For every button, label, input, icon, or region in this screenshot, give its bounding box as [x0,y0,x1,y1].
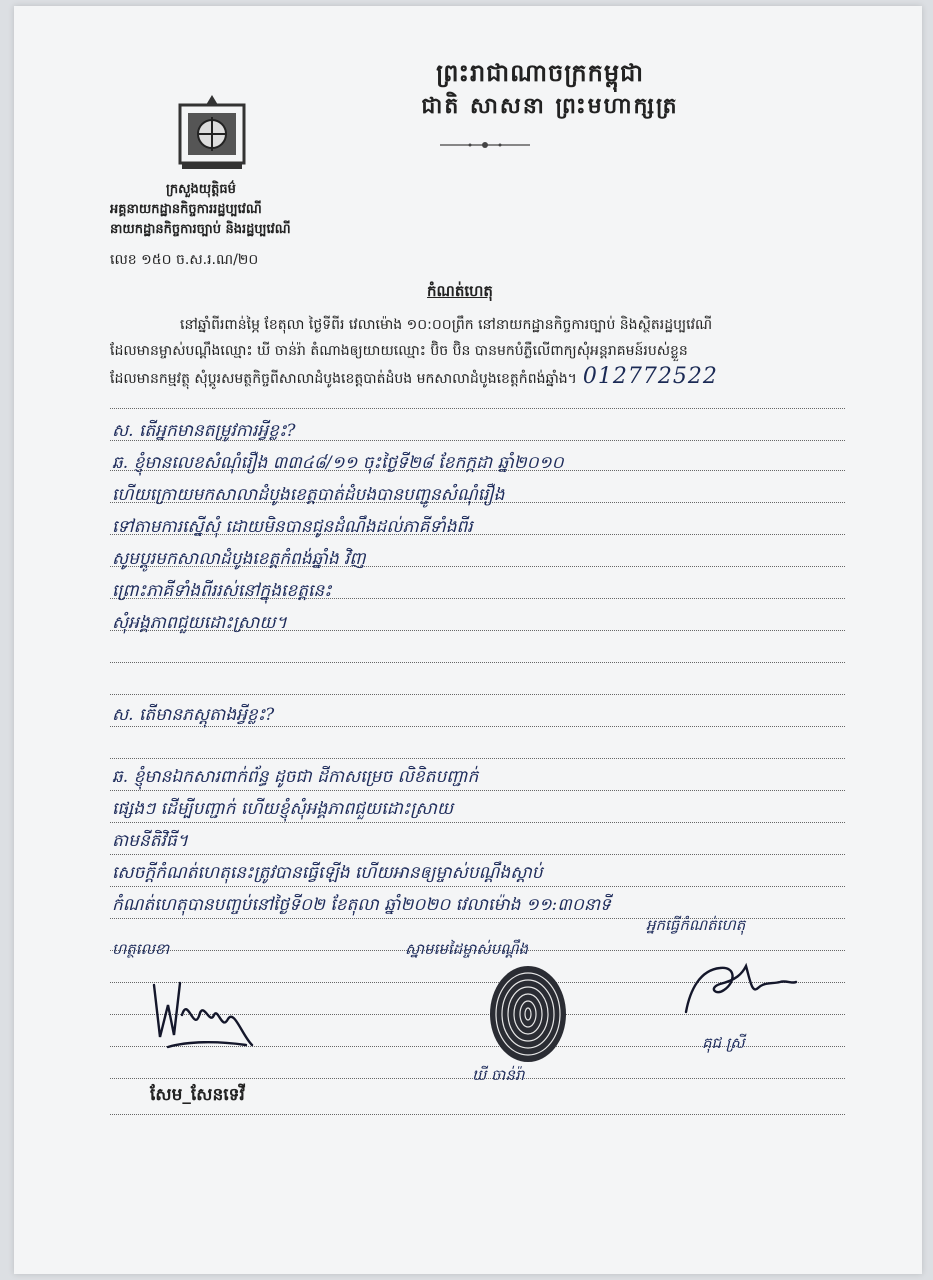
handwritten-answer-2-line-3: តាមនីតិវិធី។ [112,831,188,851]
handwritten-closing-line-1: សេចក្តីកំណត់ហេតុនេះត្រូវបានធ្វើឡើង ហើយអានឲ្យម្ចាស់បណ្តឹងស្តាប់ [112,863,543,883]
intro-paragraph [110,312,870,392]
ministry-block [110,180,410,240]
ministry-name: ក្រសួងយុត្តិធម៌ [166,182,236,197]
intro-line-1: នៅឆ្នាំពីរពាន់ម្ភៃ ខែតុលា ថ្ងៃទីពីរ វេលាម៉ោង ១០:០០ព្រឹក នៅនាយកដ្ឋានកិច្ចការច្បាប់ និងស្ថិតរដ្ឋប្បវេណី [180,317,713,333]
kingdom-title: ព្រះរាជាណាចក្រកម្ពុជា [436,59,644,87]
thumbprint-name: ឃី ចាន់រ៉ា [472,1066,525,1084]
ruled-line [110,854,845,855]
ruled-line [110,408,845,409]
document-heading: កំណត់ហេតុ [427,282,493,300]
handwritten-answer-1-line-1: ឆ. ខ្ញុំមានលេខសំណុំរឿង ៣៣៤៨/១១ ចុះថ្ងៃទី២៨ ខែកក្កដា ឆ្នាំ២០១០ [112,453,564,473]
ruled-line [110,694,845,695]
ruled-line [110,662,845,663]
intro-line-3 [110,364,870,392]
handwritten-answer-2-line-2: ផ្សេងៗ ដើម្បីបញ្ជាក់ ហើយខ្ញុំសុំអង្គភាពជួយដោះស្រាយ [112,799,454,819]
signatory-name: សែម_សែនទេវី [150,1085,245,1105]
recorder-label: អ្នកធ្វើកំណត់ហេតុ [646,916,746,934]
handwritten-answer-1-line-5: ព្រោះភាគីទាំងពីររស់នៅក្នុងខេត្តនេះ [112,581,332,601]
reference-number: លេខ ១៥០ ច.ស.រ.ណ/២០ [110,252,259,268]
national-motto: ជាតិ សាសនា ព្រះមហាក្សត្រ [421,94,679,119]
intro-line-3-text: ដែលមានកម្មវត្ថុ សុំប្តូរសមត្ថកិច្ចពីសាលាដំបូងខេត្តបាត់ដំបង មកសាលាដំបូងខេត្តកំពង់ឆ្នាំង។ [110,371,577,387]
thumbprint-icon [486,962,570,1066]
thumbprint-label: ស្នាមមេដៃម្ចាស់បណ្តឹង [405,940,529,958]
witness-label: ហត្ថលេខា [112,940,170,958]
handwritten-question-1: ស. តើអ្នកមានតម្រូវការអ្វីខ្លះ? [112,421,296,441]
recorder-name: គុជ ស្រី [702,1034,745,1052]
phone-number: 012772522 [582,364,718,389]
ruled-line [110,758,845,759]
ruled-line [110,1114,845,1115]
handwritten-answer-1-line-2: ហើយក្រោយមកសាលាដំបូងខេត្តបាត់ដំបងបានបញ្ជូនសំណុំរឿង [112,485,505,505]
ministry-emblem-icon [176,95,248,173]
recorder-signature [680,960,800,1020]
department-name: នាយកដ្ឋានកិច្ចការច្បាប់ និងរដ្ឋប្បវេណី [110,222,291,237]
handwritten-answer-1-line-3: ទៅតាមការស្នើសុំ ដោយមិនបានជូនដំណឹងដល់ភាគីទាំងពីរ [112,517,473,537]
handwritten-question-2: ស. តើមានភស្តុតាងអ្វីខ្លះ? [112,705,275,725]
general-department: អគ្គនាយកដ្ឋានកិច្ចការរដ្ឋប្បវេណី [110,202,262,217]
handwritten-answer-1-line-6: សុំអង្គភាពជួយដោះស្រាយ។ [112,613,287,633]
signatory-signature [148,975,258,1055]
intro-line-2: ដែលមានម្ចាស់បណ្តឹងឈ្មោះ ឃី ចាន់រ៉ា តំណាងឲ្យយាយឈ្មោះ ប៊ិច ប៊ិន បានមកបំភ្លឺលើពាក្យសុំអន្តរាគមន៍របស់ខ្លួន [110,343,688,359]
handwritten-answer-2-line-1: ឆ. ខ្ញុំមានឯកសារពាក់ព័ន្ធ ដូចជា ដីកាសម្រេច លិខិតបញ្ជាក់ [112,767,479,787]
handwritten-answer-1-line-4: សូមប្តូរមកសាលាដំបូងខេត្តកំពង់ឆ្នាំង វិញ [112,549,366,569]
ornament-divider [440,140,530,150]
handwritten-closing-line-2: កំណត់ហេតុបានបញ្ចប់នៅថ្ងៃទី០២ ខែតុលា ឆ្នាំ២០២០ វេលាម៉ោង ១១:៣០នាទី [112,895,611,915]
